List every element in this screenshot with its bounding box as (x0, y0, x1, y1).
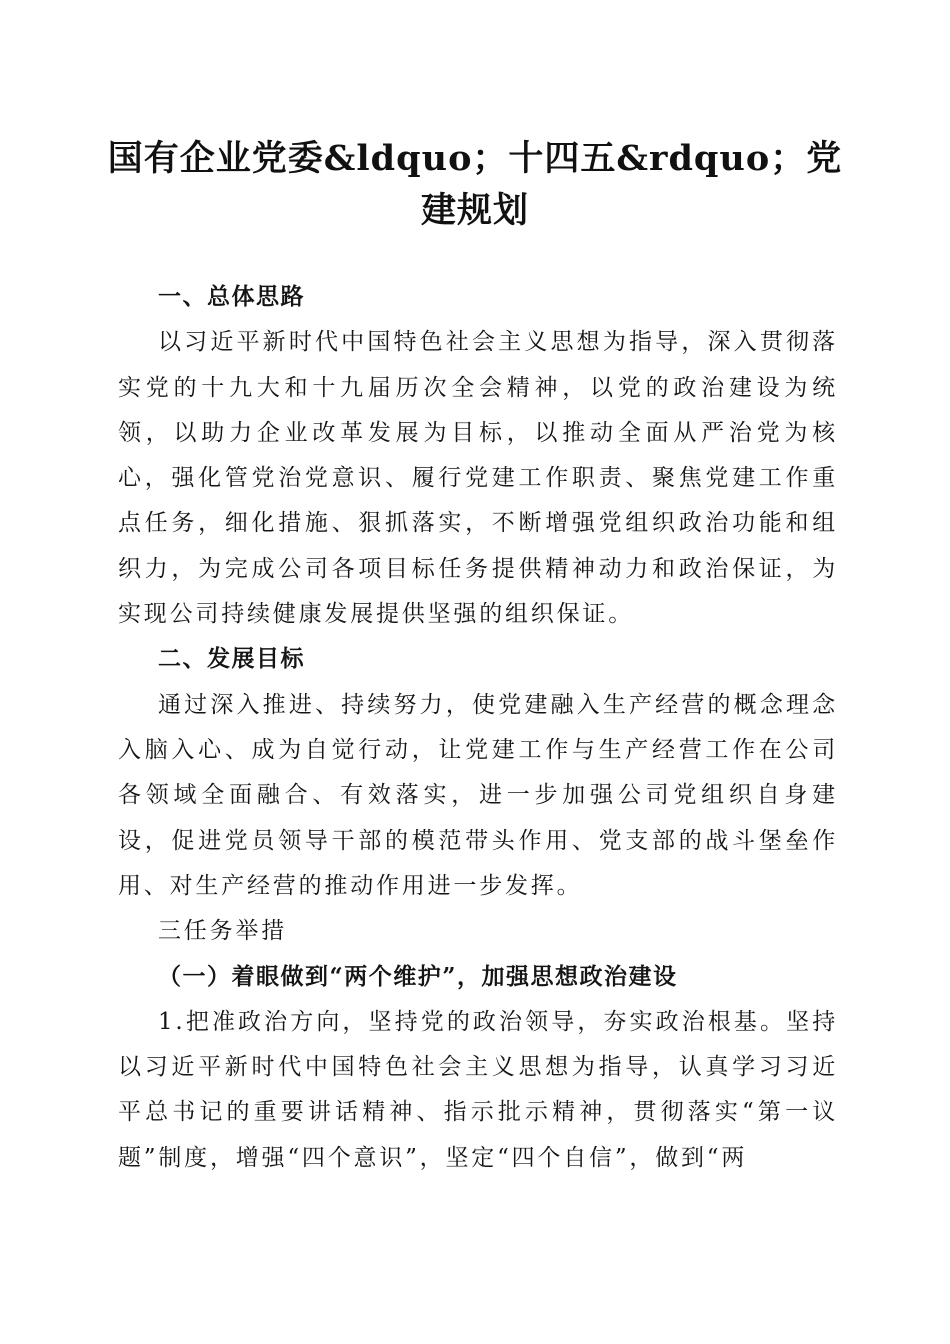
section-heading-development-goals: 二、发展目标 (158, 646, 305, 673)
section-paragraph-development-goals: 通过深入推进、持续努力，使党建融入生产经营的概念理念入脑入心、成为自觉行动，让党建工作与生产经营工作在公司各领域全面融合、有效落实，进一步加强公司党组织自身建设，促进党员领导干部的模范带头作用、党支部的战斗堡垒作用、对生产经营的推动作用进一步发挥。 (118, 691, 838, 899)
section-heading-task-measures: 三任务举措 (158, 918, 287, 945)
section-heading-overall-approach: 一、总体思路 (158, 284, 305, 310)
document-body (118, 275, 838, 1181)
subsection-heading-two-safeguards: （一）着眼做到“两个维护”，加强思想政治建设 (158, 963, 678, 991)
document-title: 国有企业党委&ldquo；十四五&rdquo；党建规划 (107, 138, 843, 231)
section-paragraph-political-direction: 1.把准政治方向，坚持党的政治领导，夯实政治根基。坚持以习近平新时代中国特色社会主义思想为指导，认真学习习近平总书记的重要讲话精神、指示批示精神，贯彻落实“第一议题”制度，增强“四个意识”，坚定“四个自信”，做到“两 (118, 1008, 838, 1171)
section-paragraph-overall-approach: 以习近平新时代中国特色社会主义思想为指导，深入贯彻落实党的十九大和十九届历次全会精神，以党的政治建设为统领，以助力企业改革发展为目标，以推动全面从严治党为核心，强化管党治党意识、履行党建工作职责、聚焦党建工作重点任务，细化措施、狠抓落实，不断增强党组织政治功能和组织力，为完成公司各项目标任务提供精神动力和政治保证，为实现公司持续健康发展提供坚强的组织保证。 (118, 329, 838, 628)
